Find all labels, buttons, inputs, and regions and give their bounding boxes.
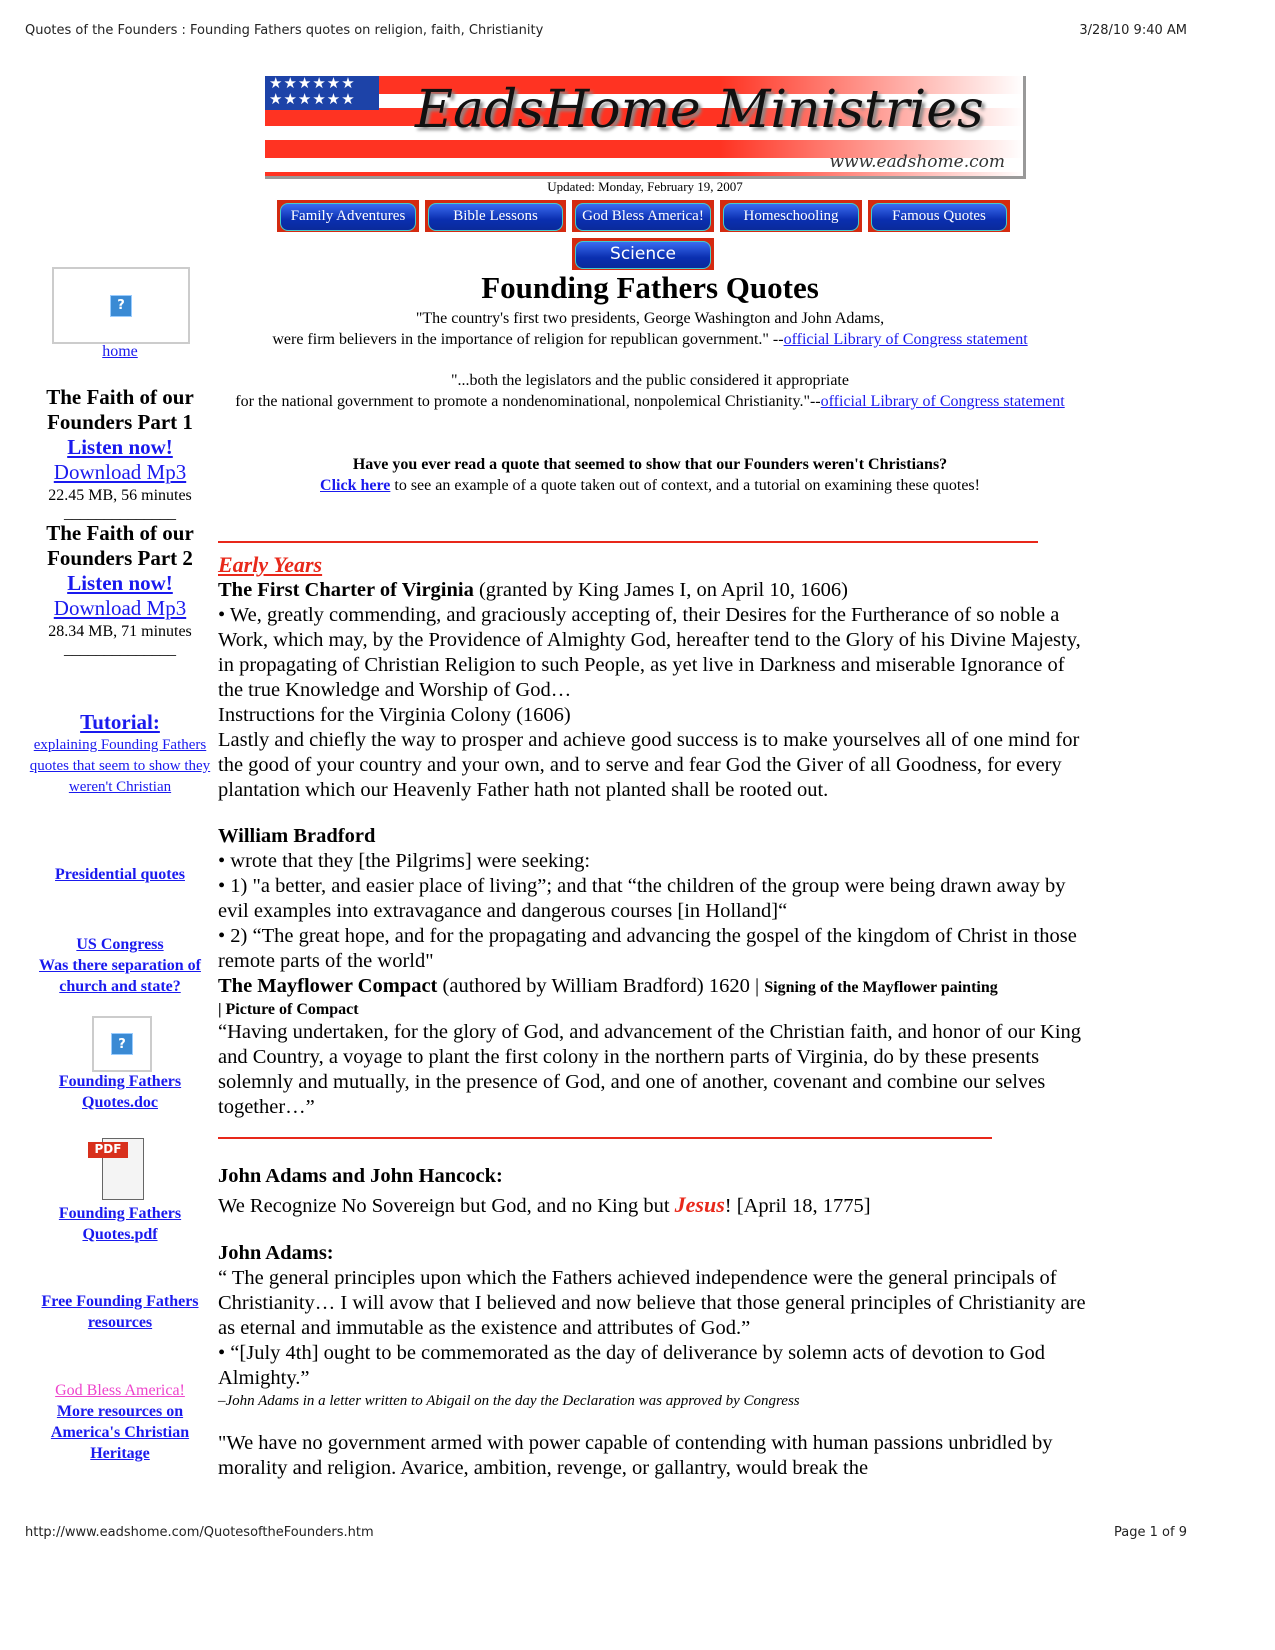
us-congress-link[interactable]: US Congress bbox=[76, 936, 164, 953]
loc-statement-link-1[interactable]: official Library of Congress statement bbox=[783, 331, 1028, 348]
divider-line bbox=[218, 1137, 992, 1139]
instructions-text: Lastly and chiefly the way to prosper and achieve good success is to make yourselves all of one mind for the good of your country and your own, and to serve and fear God the Giver of all Goodness, for every plantation which our Heavenly Father hath not planted shall be rooted out. bbox=[218, 729, 1080, 801]
mayflower-title: The Mayflower Compact bbox=[218, 975, 438, 997]
print-header-title: Quotes of the Founders : Founding Fathers quotes on religion, faith, Christianity bbox=[25, 23, 544, 38]
nav-science[interactable] bbox=[572, 238, 714, 270]
part2-download-link[interactable]: Download Mp3 bbox=[53, 596, 187, 620]
signing-painting-link[interactable]: Signing of the Mayflower painting bbox=[764, 979, 998, 996]
nav-label: Famous Quotes bbox=[871, 203, 1007, 231]
mayflower-text: “Having undertaken, for the glory of God, and advancement of the Christian faith, and honor of our King and Country, a voyage to plant the first colony in the northern parts of Virginia, do by these presents solemnly and mutually, in the presence of God, and one of another, covenant and combine our selves together…” bbox=[218, 1021, 1082, 1118]
pdf-download-link[interactable]: Founding Fathers Quotes.pdf bbox=[58, 1205, 182, 1243]
nav-label: Family Adventures bbox=[280, 203, 416, 231]
jesus-highlight: Jesus bbox=[674, 1192, 725, 1217]
nav-bible-lessons[interactable] bbox=[425, 200, 566, 232]
part1-size: 22.45 MB, 56 minutes bbox=[48, 487, 192, 504]
charter-title: The First Charter of Virginia bbox=[218, 579, 474, 601]
flag-stars: ★★★★★★ ★★★★★★ bbox=[265, 76, 379, 110]
nav-label: God Bless America! bbox=[575, 203, 711, 231]
nav-label: Homeschooling bbox=[723, 203, 859, 231]
bradford-heading: William Bradford bbox=[218, 825, 376, 847]
tutorial-description-link[interactable]: explaining Founding Fathers quotes that seem to show they weren't Christian bbox=[29, 737, 211, 795]
click-here-text: to see an example of a quote taken out of context, and a tutorial on examining these quotes! bbox=[390, 477, 980, 494]
updated-date: Updated: Monday, February 19, 2007 bbox=[547, 179, 743, 194]
early-years-heading: Early Years bbox=[218, 552, 323, 577]
banner-url: www.eadshome.com bbox=[829, 152, 1005, 172]
free-resources-link[interactable]: Free Founding Fathers resources bbox=[41, 1293, 199, 1331]
bradford-line-2: • 1) "a better, and easier place of living”; and that “the children of the group were being drawn away by evil examples into extravagance and dangerous courses [in Holland]“ bbox=[218, 875, 1066, 922]
broken-image[interactable] bbox=[52, 267, 190, 344]
print-header-datetime: 3/28/10 9:40 AM bbox=[1079, 23, 1187, 38]
part2-listen-link[interactable]: Listen now! bbox=[67, 571, 173, 595]
print-footer-page: Page 1 of 9 bbox=[1114, 1525, 1187, 1540]
more-resources-link[interactable]: More resources on America's Christian Heritage bbox=[50, 1403, 190, 1462]
part2-size: 28.34 MB, 71 minutes bbox=[48, 623, 192, 640]
separator: | bbox=[218, 1001, 226, 1018]
divider-line bbox=[218, 541, 1038, 543]
mayflower-subtitle: (authored by William Bradford) 1620 | bbox=[437, 975, 765, 997]
adams-heading: John Adams: bbox=[218, 1242, 334, 1264]
charter-subtitle: (granted by King James I, on April 10, 1606) bbox=[473, 579, 848, 601]
click-here-link[interactable]: Click here bbox=[320, 477, 391, 494]
nav-god-bless-america[interactable] bbox=[572, 200, 714, 232]
home-link[interactable]: home bbox=[102, 343, 138, 360]
part1-listen-link[interactable]: Listen now! bbox=[67, 435, 173, 459]
part1-download-link[interactable]: Download Mp3 bbox=[53, 460, 187, 484]
adams-quote-1: “ The general principles upon which the Fathers achieved independence were the general principals of Christianity… I will avow that I believed and now believe that those general principles of Christianity are as eternal and immutable as the existence and attributes of God.” bbox=[218, 1267, 1086, 1339]
charter-text: • We, greatly commending, and graciously accepting of, their Desires for the Furtherance of so noble a Work, which may, by the Providence of Almighty God, hereafter tend to the Glory of his Divine Majesty, in propagating of Christian Religion to such People, as yet live in Darkness and miserable Ignorance of the true Knowledge and Worship of God… bbox=[218, 604, 1081, 701]
doc-image[interactable] bbox=[92, 1016, 152, 1072]
part2-title: The Faith of our Founders Part 2 bbox=[46, 521, 194, 570]
separation-link[interactable]: Was there separation of church and state? bbox=[39, 957, 201, 995]
question-text: Have you ever read a quote that seemed to show that our Founders weren't Christians? bbox=[352, 456, 948, 473]
missing-image-icon: ? bbox=[110, 295, 132, 317]
intro-quote-2: "...both the legislators and the public considered it appropriate bbox=[451, 372, 849, 389]
adams-citation: –John Adams in a letter written to Abigail on the day the Declaration was approved by Congress bbox=[218, 1393, 800, 1409]
picture-of-compact-link[interactable]: Picture of Compact bbox=[225, 1001, 359, 1018]
presidential-quotes-link[interactable]: Presidential quotes bbox=[55, 866, 185, 883]
sovereign-text: We Recognize No Sovereign but God, and no King but bbox=[218, 1195, 675, 1217]
adams-hancock-heading: John Adams and John Hancock: bbox=[218, 1165, 503, 1187]
nav-label: Science bbox=[575, 241, 711, 269]
nav-homeschooling[interactable] bbox=[720, 200, 862, 232]
divider: ______________ bbox=[64, 641, 176, 658]
adams-quote-2: • “[July 4th] ought to be commemorated as the day of deliverance by solemn acts of devotion to God Almighty.” bbox=[218, 1342, 1045, 1389]
divider: ______________ bbox=[64, 505, 176, 522]
pdf-label: PDF bbox=[88, 1142, 128, 1158]
god-bless-america-link[interactable]: God Bless America! bbox=[55, 1382, 185, 1399]
sovereign-date: ! [April 18, 1775] bbox=[724, 1195, 871, 1217]
print-footer-url: http://www.eadshome.com/QuotesoftheFounders.htm bbox=[25, 1525, 374, 1540]
missing-image-icon: ? bbox=[111, 1033, 133, 1055]
page-title: Founding Fathers Quotes bbox=[481, 270, 819, 305]
pdf-icon[interactable] bbox=[88, 1136, 152, 1200]
loc-statement-link-2[interactable]: official Library of Congress statement bbox=[820, 393, 1065, 410]
site-banner[interactable] bbox=[265, 76, 1026, 179]
intro-quote-1b: were firm believers in the importance of religion for republican government." -- bbox=[272, 331, 784, 348]
part1-title: The Faith of our Founders Part 1 bbox=[46, 385, 194, 434]
bradford-line-1: • wrote that they [the Pilgrims] were seeking: bbox=[218, 850, 591, 872]
intro-quote-1: "The country's first two presidents, George Washington and John Adams, bbox=[415, 310, 885, 327]
adams-quote-3: "We have no government armed with power capable of contending with human passions unbridled by morality and religion. Avarice, ambition, revenge, or gallantry, would break the bbox=[218, 1432, 1053, 1479]
intro-quote-2b: for the national government to promote a nondenominational, nonpolemical Christianity."-- bbox=[235, 393, 821, 410]
instructions-title: Instructions for the Virginia Colony (1606) bbox=[218, 704, 571, 726]
banner-title: EadsHome Ministries bbox=[415, 80, 984, 140]
nav-label: Bible Lessons bbox=[428, 203, 563, 231]
nav-family-adventures[interactable] bbox=[277, 200, 419, 232]
doc-download-link[interactable]: Founding Fathers Quotes.doc bbox=[58, 1073, 182, 1111]
nav-famous-quotes[interactable] bbox=[868, 200, 1010, 232]
tutorial-link[interactable]: Tutorial: bbox=[80, 710, 160, 734]
bradford-line-3: • 2) “The great hope, and for the propagating and advancing the gospel of the kingdom of Christ in those remote parts of the world" bbox=[218, 925, 1077, 972]
